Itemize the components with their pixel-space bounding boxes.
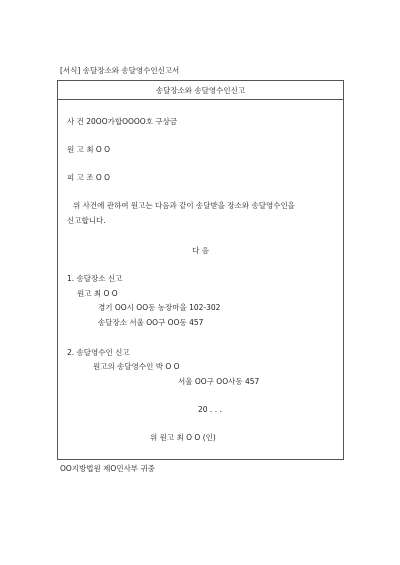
document-caption: [서식] 송달장소와 송달영수인신고서	[60, 66, 180, 75]
section-1-address: 경기 OO시 OO동 농장마을 102-302	[98, 303, 221, 312]
section-1-party: 원고 최 O O	[77, 289, 118, 298]
body-text-line-1: 위 사건에 관하여 원고는 다음과 같이 송달받을 장소와 송달영수인을	[73, 201, 295, 210]
section-1-title: 1. 송달장소 신고	[67, 274, 123, 283]
notice-heading: 다 음	[192, 246, 209, 255]
section-2-recipient: 원고의 송달영수인 박 O O	[93, 362, 180, 371]
signature-line: 위 원고 최 O O (인)	[150, 433, 216, 442]
document-frame	[57, 80, 344, 460]
court-addressee: OO지방법원 제O민사부 귀중	[60, 464, 155, 473]
body-text-line-2: 신고합니다.	[67, 216, 106, 225]
title-row	[58, 81, 343, 100]
document-date: 20 . . .	[198, 405, 222, 414]
plaintiff-line: 원 고 최 O O	[67, 145, 111, 154]
document-title: 송달장소와 송달영수인신고	[155, 86, 246, 95]
section-2-address: 서울 OO구 OO사동 457	[178, 377, 260, 386]
section-1-service-place: 송달장소 서울 OO구 OO동 457	[98, 318, 204, 327]
section-2-title: 2. 송달영수인 신고	[67, 348, 130, 357]
defendant-line: 피 고 조 O O	[67, 173, 111, 182]
case-line: 사 건 20OO가합OOOO호 구상금	[67, 117, 178, 126]
